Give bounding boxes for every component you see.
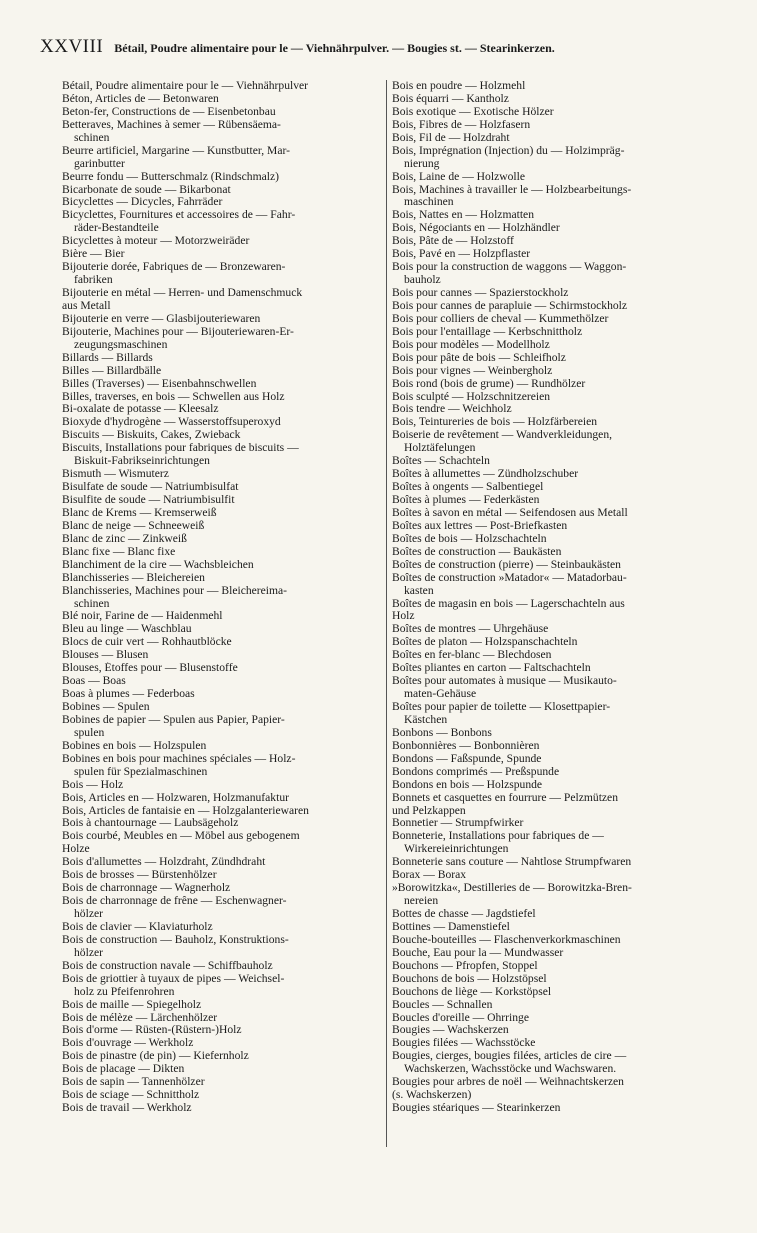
index-entry-line: Bois, Négociants en — Holzhändler bbox=[392, 222, 560, 235]
index-entry-line: Bijouterie, Machines pour — Bijouteriewaren-Er- bbox=[62, 325, 294, 338]
index-entry-line: Bondons en bois — Holzspunde bbox=[392, 778, 543, 791]
index-entry-line: Boîtes de bois — Holzschachteln bbox=[392, 532, 547, 545]
index-entry-line: Bois sculpté — Holzschnitzereien bbox=[392, 390, 551, 403]
index-entry-line: Borax — Borax bbox=[392, 869, 467, 882]
index-entry-line: Boucles d'oreille — Ohrringe bbox=[392, 1011, 529, 1024]
index-entry-line: (s. Wachskerzen) bbox=[392, 1089, 472, 1102]
index-entry-line: Bonnetier — Strumpfwirker bbox=[392, 817, 524, 830]
index-entry-line: holz zu Pfeifenrohren bbox=[74, 985, 175, 998]
index-entry-line: Billes (Traverses) — Eisenbahnschwellen bbox=[62, 377, 257, 390]
index-entry-line: Bois pour cannes de parapluie — Schirmstockholz bbox=[392, 299, 628, 312]
index-entry-line: Bois courbé, Meubles en — Möbel aus gebogenem bbox=[62, 830, 300, 843]
index-entry-line: Blanchisseries, Machines pour — Bleichereima- bbox=[62, 584, 288, 597]
index-entry-line: Bouchons de liège — Korkstöpsel bbox=[392, 985, 552, 998]
index-entry-line: Bois de clavier — Klaviaturholz bbox=[62, 920, 213, 933]
index-entry-line: Bougies stéariques — Stearinkerzen bbox=[392, 1102, 561, 1115]
index-entry-line: Bottines — Damenstiefel bbox=[392, 920, 510, 933]
index-entry-line: nierung bbox=[404, 157, 440, 170]
index-entry-line: Kästchen bbox=[404, 713, 448, 726]
index-entry-line: Beurre artificiel, Margarine — Kunstbutter, Mar- bbox=[62, 144, 290, 157]
index-entry-line: Bois de sapin — Tannenhölzer bbox=[62, 1076, 205, 1089]
index-entry-line: Bois, Laine de — Holzwolle bbox=[392, 170, 525, 183]
index-entry-line: Boîtes à plumes — Federkästen bbox=[392, 494, 540, 506]
right-column bbox=[392, 80, 704, 1115]
index-entry-line: Bois de maille — Spiegelholz bbox=[62, 998, 202, 1011]
index-entry-line: Bois — Holz bbox=[62, 778, 124, 791]
index-entry-line: aus Metall bbox=[62, 299, 111, 312]
index-entry-line: Bicyclettes à moteur — Motorzweiräder bbox=[62, 235, 250, 248]
index-entry-line: Bois, Articles de fantaisie en — Holzgalanteriewaren bbox=[62, 804, 309, 817]
index-entry-line: Boas à plumes — Federboas bbox=[62, 688, 195, 701]
index-entry-line: Bois, Pavé en — Holzpflaster bbox=[392, 248, 531, 261]
index-entry-line: Bétail, Poudre alimentaire pour le — Viehnährpulver bbox=[62, 80, 309, 92]
index-entry-line: Bisulfate de soude — Natriumbisulfat bbox=[62, 481, 239, 494]
index-entry-line: Bois d'orme — Rüsten-(Rüstern-)Holz bbox=[62, 1024, 242, 1037]
index-entry-line: Bois de construction navale — Schiffbauholz bbox=[62, 959, 273, 972]
index-entry-line: Bois de pinastre (de pin) — Kiefernholz bbox=[62, 1050, 249, 1063]
index-entry-line: Boîtes — Schachteln bbox=[392, 455, 490, 468]
index-entry-line: Boîtes à allumettes — Zündholzschuber bbox=[392, 468, 579, 481]
index-entry-line: Biskuit-Fabrikseinrichtungen bbox=[74, 455, 210, 468]
index-entry-line: nereien bbox=[404, 895, 439, 908]
index-entry-line: kasten bbox=[404, 584, 434, 597]
index-entry-line: Bois, Nattes en — Holzmatten bbox=[392, 209, 534, 222]
index-entry-line: Bioxyde d'hydrogène — Wasserstoffsuperoxyd bbox=[62, 416, 281, 429]
index-entry-line: Bougies filées — Wachsstöcke bbox=[392, 1037, 536, 1050]
index-entry-line: Beurre fondu — Butterschmalz (Rindschmalz) bbox=[62, 170, 279, 183]
index-entry-line: maten-Gehäuse bbox=[404, 688, 477, 701]
index-entry-line: Bois de placage — Dikten bbox=[62, 1063, 185, 1076]
index-entry-line: Bois, Fil de — Holzdraht bbox=[392, 131, 510, 144]
index-entry-line: Boîtes de platon — Holzspanschachteln bbox=[392, 636, 578, 649]
index-entry-line: Bismuth — Wismuterz bbox=[62, 468, 169, 481]
index-entry-line: Bijouterie dorée, Fabriques de — Bronzewaren- bbox=[62, 261, 286, 274]
index-entry-line: schinen bbox=[74, 131, 110, 144]
index-entry-line: und Pelzkappen bbox=[392, 804, 466, 817]
index-entry-line: Bougies pour arbres de noël — Weihnachtskerzen bbox=[392, 1076, 624, 1089]
index-entry-line: Bois pour vignes — Weinbergholz bbox=[392, 364, 553, 377]
index-entry-line: Bois équarri — Kantholz bbox=[392, 92, 509, 105]
index-entry-line: Bois, Teintureries de bois — Holzfärbereien bbox=[392, 416, 598, 429]
index-entry-line: Boiserie de revêtement — Wandverkleidungen, bbox=[392, 429, 613, 442]
index-entry-line: Bonneterie, Installations pour fabriques de — bbox=[392, 830, 604, 843]
index-entry-line: Boas — Boas bbox=[62, 675, 126, 688]
index-entry-line: Boîtes pour automates à musique — Musikauto- bbox=[392, 675, 617, 688]
index-entry-line: spulen für Spezialmaschinen bbox=[74, 765, 208, 778]
index-entry-line: Blouses — Blusen bbox=[62, 649, 149, 662]
index-entry-line: Bougies — Wachskerzen bbox=[392, 1024, 509, 1037]
index-entry-line: Bobines de papier — Spulen aus Papier, Papier- bbox=[62, 713, 285, 726]
column-divider bbox=[386, 80, 387, 1147]
index-entry-line: Bois en poudre — Holzmehl bbox=[392, 80, 526, 92]
index-entry-line: garinbutter bbox=[74, 157, 125, 170]
index-entry-line: Bicarbonate de soude — Bikarbonat bbox=[62, 183, 231, 196]
index-entry-line: Blanc de neige — Schneeweiß bbox=[62, 519, 205, 532]
index-entry-line: Billes, traverses, en bois — Schwellen aus Holz bbox=[62, 390, 285, 403]
index-entry-line: Bois, Machines à travailler le — Holzbearbeitungs- bbox=[392, 183, 632, 196]
index-entry-line: Bois de griottier à tuyaux de pipes — Weichsel- bbox=[62, 972, 285, 985]
index-entry-line: Bois de mélèze — Lärchenhölzer bbox=[62, 1011, 218, 1024]
index-entry-line: Bobines — Spulen bbox=[62, 701, 150, 713]
index-entry-line: Bois de charronnage de frêne — Eschenwagner- bbox=[62, 895, 287, 908]
index-entry-line: bauholz bbox=[404, 274, 441, 287]
index-entry-line: Béton, Articles de — Betonwaren bbox=[62, 92, 219, 105]
index-entry-line: Bois de construction — Bauholz, Konstruktions- bbox=[62, 933, 289, 946]
index-entry-line: Bouche, Eau pour la — Mundwasser bbox=[392, 946, 564, 959]
index-entry-line: Bois, Fibres de — Holzfasern bbox=[392, 118, 531, 131]
index-entry-line: hölzer bbox=[74, 946, 103, 959]
index-entry-line: Bois pour cannes — Spazierstockholz bbox=[392, 287, 569, 299]
index-entry-line: schinen bbox=[74, 597, 110, 610]
index-entry-line: Boîtes de construction (pierre) — Steinbaukästen bbox=[392, 558, 621, 571]
index-entry-line: Bonnets et casquettes en fourrure — Pelzmützen bbox=[392, 791, 619, 804]
index-entry-line: Bois pour colliers de cheval — Kummethölzer bbox=[392, 312, 609, 325]
index-entry-line: Bois de charronnage — Wagnerholz bbox=[62, 882, 231, 895]
index-entry-line: zeugungsmaschinen bbox=[74, 338, 168, 351]
index-entry-line: Boîtes de construction — Baukästen bbox=[392, 545, 562, 558]
index-entry-line: räder-Bestandteile bbox=[74, 222, 159, 235]
index-entry-line: Boîtes de montres — Uhrgehäuse bbox=[392, 623, 549, 636]
index-entry-line: Bondons — Faßspunde, Spunde bbox=[392, 752, 542, 765]
index-entry-line: Bois, Pâte de — Holzstoff bbox=[392, 235, 514, 248]
index-entry-line: Bi-oxalate de potasse — Kleesalz bbox=[62, 403, 219, 416]
index-entry-line: Blanc de Krems — Kremserweiß bbox=[62, 506, 217, 519]
index-entry-line: Bois pour modèles — Modellholz bbox=[392, 338, 550, 351]
index-entry-line: Blouses, Étoffes pour — Blusenstoffe bbox=[62, 662, 238, 675]
left-column bbox=[62, 80, 381, 1115]
index-entry-line: Bijouterie en verre — Glasbijouteriewaren bbox=[62, 312, 261, 325]
index-entry-line: Boîtes de magasin en bois — Lagerschachteln aus bbox=[392, 597, 625, 610]
index-entry-line: Bonbonnières — Bonbonnièren bbox=[392, 739, 540, 752]
index-entry-line: Bleu au linge — Waschblau bbox=[62, 623, 192, 636]
index-entry-line: Bois, Imprégnation (Injection) du — Holzimpräg- bbox=[392, 144, 625, 157]
index-entry-line: Boîtes de construction »Matador« — Matadorbau- bbox=[392, 571, 627, 584]
index-entry-line: Boîtes à ongents — Salbentiegel bbox=[392, 481, 544, 494]
index-entry-line: Blanc de zinc — Zinkweiß bbox=[62, 532, 187, 545]
running-title: Bétail, Poudre alimentaire pour le — Viehnährpulver. — Bougies st. — Stearinkerzen. bbox=[114, 41, 555, 55]
index-entry-line: Bière — Bier bbox=[62, 248, 125, 261]
index-entry-line: Bisulfite de soude — Natriumbisulfit bbox=[62, 494, 235, 506]
index-entry-line: Bois exotique — Exotische Hölzer bbox=[392, 105, 554, 118]
index-entry-line: Blé noir, Farine de — Haidenmehl bbox=[62, 610, 223, 623]
index-entry-line: Boîtes à savon en métal — Seifendosen aus Metall bbox=[392, 506, 628, 519]
index-entry-line: fabriken bbox=[74, 274, 113, 287]
index-entry-line: Wirkereieinrichtungen bbox=[404, 843, 509, 856]
index-entry-line: Bonbons — Bonbons bbox=[392, 726, 492, 739]
index-entry-line: Bobines en bois pour machines spéciales — Holz- bbox=[62, 752, 296, 765]
index-entry-line: Holztäfelungen bbox=[404, 442, 476, 455]
index-entry-line: Bonneterie sans couture — Nahtlose Strumpfwaren bbox=[392, 856, 632, 869]
index-entry-line: Bois, Articles en — Holzwaren, Holzmanufaktur bbox=[62, 791, 289, 804]
index-entry-line: Bois d'allumettes — Holzdraht, Zündhdraht bbox=[62, 856, 266, 869]
index-entry-line: Bouche-bouteilles — Flaschenverkorkmaschinen bbox=[392, 933, 621, 946]
index-entry-line: Bois rond (bois de grume) — Rundhölzer bbox=[392, 377, 586, 390]
index-entry-line: Boîtes aux lettres — Post-Briefkasten bbox=[392, 519, 568, 532]
index-entry-line: Beton-fer, Constructions de — Eisenbetonbau bbox=[62, 105, 276, 118]
index-entry-line: Bouchons — Pfropfen, Stoppel bbox=[392, 959, 538, 972]
index-entry-line: Wachskerzen, Wachsstöcke und Wachswaren. bbox=[404, 1063, 617, 1076]
index-entry-line: Bouchons de bois — Holzstöpsel bbox=[392, 972, 547, 985]
index-entry-line: Biscuits — Biskuits, Cakes, Zwieback bbox=[62, 429, 241, 442]
index-entry-line: Bois de travail — Werkholz bbox=[62, 1102, 192, 1115]
index-entry-line: Holz bbox=[392, 610, 415, 623]
index-entry-line: Bois à chantournage — Laubsägeholz bbox=[62, 817, 239, 830]
index-entry-line: Bois pour l'entaillage — Kerbschnittholz bbox=[392, 325, 583, 338]
index-entry-line: Boîtes pour papier de toilette — Klosettpapier- bbox=[392, 701, 611, 713]
index-entry-line: Boîtes en fer-blanc — Blechdosen bbox=[392, 649, 552, 662]
index-entry-line: Bougies, cierges, bougies filées, articles de cire — bbox=[392, 1050, 627, 1063]
index-entry-line: maschinen bbox=[404, 196, 454, 209]
index-entry-line: Bobines en bois — Holzspulen bbox=[62, 739, 207, 752]
index-entry-line: Boucles — Schnallen bbox=[392, 998, 493, 1011]
index-entry-line: Bois de sciage — Schnittholz bbox=[62, 1089, 200, 1102]
page-header bbox=[40, 36, 730, 58]
index-entry-line: Bijouterie en métal — Herren- und Damenschmuck bbox=[62, 287, 303, 299]
index-entry-line: Bicyclettes — Dicycles, Fahrräder bbox=[62, 196, 223, 209]
index-entry-line: Blanchisseries — Bleichereien bbox=[62, 571, 205, 584]
index-entry-line: Bois de brosses — Bürstenhölzer bbox=[62, 869, 217, 882]
index-entry-line: Blanchiment de la cire — Wachsbleichen bbox=[62, 558, 254, 571]
index-entry-line: hölzer bbox=[74, 908, 103, 920]
index-entry-line: Billards — Billards bbox=[62, 351, 153, 364]
index-entry-line: Bois pour pâte de bois — Schleifholz bbox=[392, 351, 566, 364]
index-entry-line: Bondons comprimés — Preßspunde bbox=[392, 765, 560, 778]
index-entry-line: Boîtes pliantes en carton — Faltschachteln bbox=[392, 662, 591, 675]
index-entry-line: spulen bbox=[74, 726, 105, 739]
index-entry-line: Bicyclettes, Fournitures et accessoires de — Fahr- bbox=[62, 209, 296, 222]
index-entry-line: Biscuits, Installations pour fabriques de biscuits — bbox=[62, 442, 299, 455]
index-entry-line: Bois pour la construction de waggons — Waggon- bbox=[392, 261, 627, 274]
index-entry-line: Billes — Billardbälle bbox=[62, 364, 162, 377]
index-entry-line: Blanc fixe — Blanc fixe bbox=[62, 545, 176, 558]
index-entry-line: Blocs de cuir vert — Rohhautblöcke bbox=[62, 636, 232, 649]
index-entry-line: Holze bbox=[62, 843, 90, 856]
index-entry-line: »Borowitzka«, Destilleries de — Borowitzka-Bren- bbox=[392, 882, 632, 895]
index-entry-line: Bottes de chasse — Jagdstiefel bbox=[392, 908, 536, 920]
index-entry-line: Bois d'ouvrage — Werkholz bbox=[62, 1037, 194, 1050]
page-number: XXVIII bbox=[40, 36, 104, 57]
index-entry-line: Betteraves, Machines à semer — Rübensäema- bbox=[62, 118, 281, 131]
index-entry-line: Bois tendre — Weichholz bbox=[392, 403, 512, 416]
